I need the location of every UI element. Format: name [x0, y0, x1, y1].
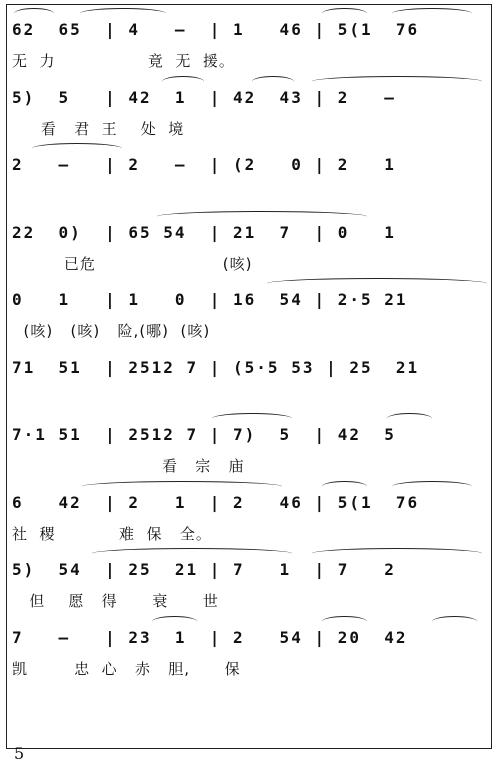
notation-line: 62 65 | 4 — | 1 46 | 5(1 76 [12, 20, 420, 39]
notation-line: 22 0) | 65 54 | 21 7 | 0 1 [12, 222, 396, 242]
score-system [12, 74, 486, 142]
slur [14, 8, 54, 19]
lyrics-line: 凯 忠 心 赤 胆, 保 [12, 659, 241, 678]
score-system [12, 344, 486, 412]
notation-line: 0 1 | 1 0 | 16 54 | 2·5 21 [12, 290, 408, 309]
score-system [12, 141, 486, 209]
slur [212, 413, 292, 424]
page-number: 5 [14, 744, 25, 763]
score-system [12, 411, 486, 479]
slur [80, 8, 166, 19]
lyrics-line: (咳) (咳) 险,(哪) (咳) [12, 322, 211, 340]
slur [152, 616, 197, 627]
score-system [12, 479, 486, 547]
notation-line: 7·1 51 | 2512 7 | 7) 5 | 42 5 [12, 425, 396, 444]
score-system [12, 276, 486, 344]
notation-line: 6 42 | 2 1 | 2 46 | 5(1 76 [12, 492, 420, 512]
slur [157, 211, 367, 222]
slur [392, 481, 472, 492]
slur [312, 548, 482, 559]
slur [92, 548, 292, 559]
score-system [12, 6, 486, 74]
notation-line: 5) 54 | 25 21 | 7 1 | 7 2 [12, 560, 396, 579]
lyrics-line: 看 君 王 处 境 [12, 119, 185, 138]
lyrics-line: 看 宗 庙 [12, 457, 245, 475]
slur [252, 76, 294, 87]
slur [387, 413, 432, 424]
lyrics-line: 社 稷 难 保 全。 [12, 524, 212, 543]
lyrics-line: 无 力 竟 无 援。 [12, 52, 235, 70]
score-system [12, 546, 486, 614]
slur [392, 8, 472, 19]
score-system [12, 209, 486, 277]
notation-line: 5) 5 | 42 1 | 42 43 | 2 — [12, 87, 396, 107]
music-score [12, 6, 486, 681]
slur [322, 616, 367, 627]
notation-line: 7 — | 23 1 | 2 54 | 20 42 [12, 627, 408, 647]
slur [82, 481, 282, 492]
slur [432, 616, 477, 627]
slur [32, 143, 122, 154]
score-system [12, 614, 486, 682]
notation-line: 2 — | 2 — | (2 0 | 2 1 [12, 155, 396, 174]
slur [312, 76, 482, 87]
slur [322, 8, 367, 19]
notation-line: 71 51 | 2512 7 | (5·5 53 | 25 21 [12, 357, 420, 377]
slur [322, 481, 367, 492]
slur [267, 278, 487, 289]
slur [162, 76, 204, 87]
lyrics-line: 但 愿 得 衰 世 [12, 592, 219, 610]
lyrics-line: 已危 (咳) [12, 254, 253, 273]
